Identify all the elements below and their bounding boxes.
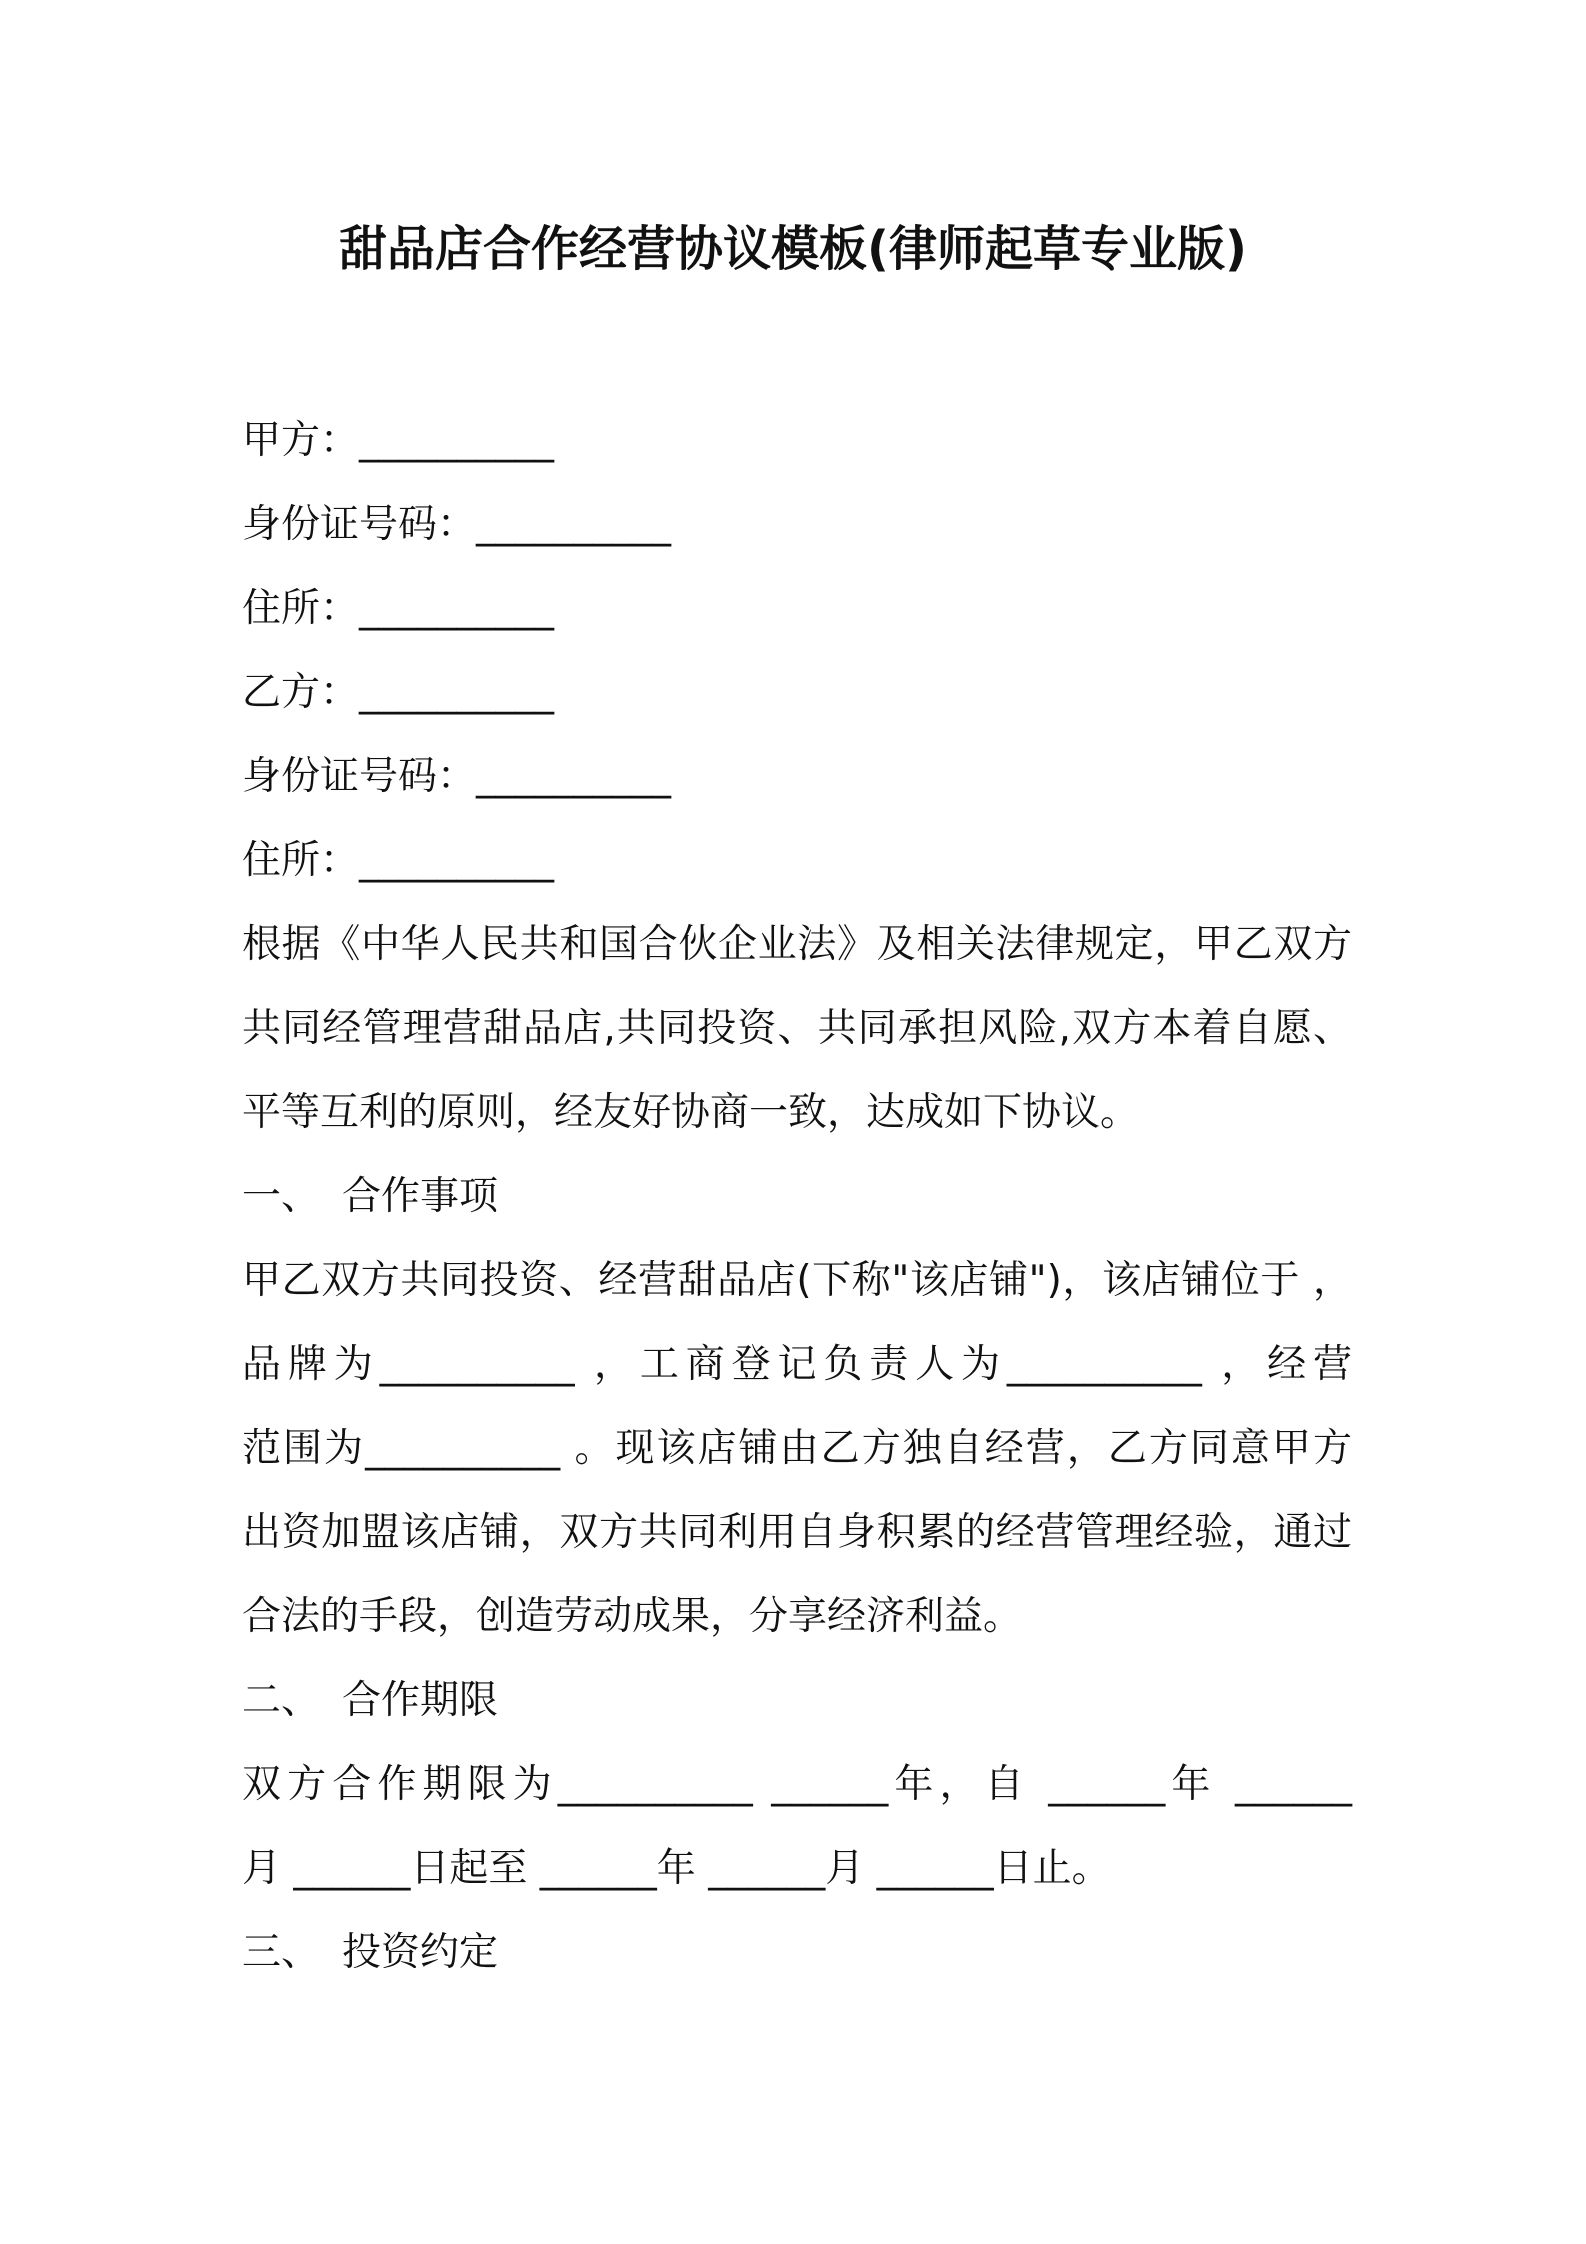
section-heading-2	[242, 1659, 1352, 1743]
section-number: 一、	[242, 1174, 321, 1219]
section-heading-3	[242, 1911, 1352, 1995]
section-line: 月 ______日起至 ______年 ______月 ______日止。	[242, 1846, 1111, 1891]
party-b-field: 乙方：__________	[242, 670, 555, 715]
section-number: 三、	[242, 1930, 321, 1975]
section-line: 品牌为__________ ，工商登记负责人为__________ ，经营	[242, 1342, 1352, 1387]
section-heading-1	[242, 1155, 1352, 1239]
preamble-line: 根据《中华人民共和国合伙企业法》及相关法律规定，甲乙双方	[242, 922, 1352, 967]
document-title: 甜品店合作经营协议模板(律师起草专业版)	[339, 221, 1247, 277]
section-line: 出资加盟该店铺，双方共同利用自身积累的经营管理经验，通过	[242, 1510, 1352, 1555]
section-title: 合作期限	[342, 1678, 499, 1723]
party-a-id-field: 身份证号码：__________	[242, 502, 672, 547]
document-body	[242, 399, 1352, 1995]
section-number: 二、	[242, 1678, 321, 1723]
section-line: 双方合作期限为__________ ______年，自 ______年 ______	[242, 1762, 1352, 1807]
section-title: 投资约定	[342, 1930, 499, 1975]
section-line: 合法的手段，创造劳动成果，分享经济利益。	[242, 1594, 1023, 1639]
section-line: 范围为__________ 。现该店铺由乙方独自经营，乙方同意甲方	[242, 1426, 1352, 1471]
party-a-address-field: 住所：__________	[242, 586, 555, 631]
party-b-id-field: 身份证号码：__________	[242, 754, 672, 799]
preamble-line: 平等互利的原则，经友好协商一致，达成如下协议。	[242, 1090, 1140, 1135]
party-b-address-field: 住所：__________	[242, 838, 555, 883]
preamble-line: 共同经管理营甜品店,共同投资、共同承担风险,双方本着自愿、	[242, 1006, 1352, 1051]
section-line: 甲乙双方共同投资、经营甜品店(下称"该店铺")，该店铺位于 ，	[242, 1258, 1352, 1303]
section-title: 合作事项	[342, 1174, 499, 1219]
party-a-field: 甲方：__________	[242, 418, 555, 463]
